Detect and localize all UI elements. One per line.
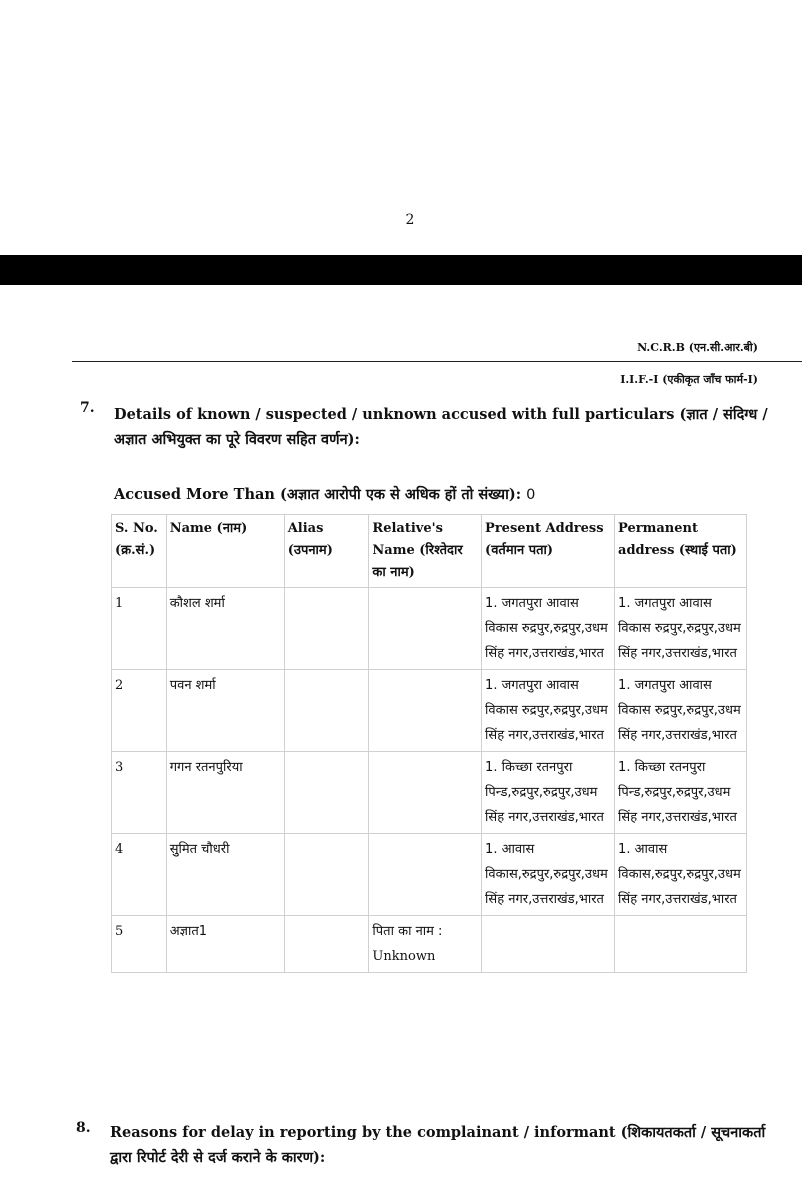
header-form-name: I.I.F.-I (एकीकृत जाँच फार्म-I)	[620, 373, 758, 386]
cell-sno: 2	[112, 670, 167, 752]
cell-alias	[284, 916, 369, 973]
cell-permanent-address: 1. जगतपुरा आवास विकास रुद्रपुर,रुद्रपुर,उधम सिंह नगर,उत्तराखंड,भारत	[615, 670, 747, 752]
header-relative: Relative's Name (रिश्तेदार का नाम)	[369, 515, 482, 588]
cell-sno: 5	[112, 916, 167, 973]
cell-sno: 1	[112, 588, 167, 670]
section-8-title: Reasons for delay in reporting by the complainant / informant (शिकायतकर्ता / सूचनाकर्ता द्वारा रिपोर्ट देरी से दर्ज कराने के कारण):	[110, 1124, 766, 1166]
accused-more-than	[114, 484, 535, 504]
header-name: Name (नाम)	[166, 515, 284, 588]
accused-more-value: 0	[526, 487, 536, 503]
relative-label: पिता का नाम :	[372, 924, 443, 939]
cell-relative	[369, 670, 482, 752]
header-present-address: Present Address (वर्तमान पता)	[482, 515, 615, 588]
cell-alias	[284, 588, 369, 670]
cell-permanent-address: 1. जगतपुरा आवास विकास रुद्रपुर,रुद्रपुर,उधम सिंह नगर,उत्तराखंड,भारत	[615, 588, 747, 670]
cell-name: अज्ञात1	[166, 916, 284, 973]
cell-relative	[369, 588, 482, 670]
accused-more-label: Accused More Than (अज्ञात आरोपी एक से अधिक हों तो संख्या):	[114, 486, 522, 503]
header-alias: Alias (उपनाम)	[284, 515, 369, 588]
header-rule	[72, 361, 802, 362]
cell-name: कौशल शर्मा	[166, 588, 284, 670]
header-permanent-address: Permanent address (स्थाई पता)	[615, 515, 747, 588]
cell-sno: 3	[112, 752, 167, 834]
cell-relative	[369, 752, 482, 834]
cell-alias	[284, 752, 369, 834]
table-row	[112, 588, 747, 670]
table-row	[112, 916, 747, 973]
table-row	[112, 670, 747, 752]
cell-alias	[284, 834, 369, 916]
cell-name: सुुमित चौधरी	[166, 834, 284, 916]
cell-permanent-address: 1. आवास विकास,रुद्रपुर,रुद्रपुर,उधम सिंह नगर,उत्तराखंड,भारत	[615, 834, 747, 916]
cell-present-address: 1. जगतपुरा आवास विकास रुद्रपुर,रुद्रपुर,उधम सिंह नगर,उत्तराखंड,भारत	[482, 588, 615, 670]
cell-name: गगन रतनपुरिया	[166, 752, 284, 834]
section-7-title: Details of known / suspected / unknown accused with full particulars (ज्ञात / संदिग्ध / अज्ञात अभियुक्त का पूरे विवरण सहित वर्णन):	[114, 406, 768, 448]
cell-relative	[369, 834, 482, 916]
section-7-number: 7.	[80, 400, 95, 416]
page-number: 2	[405, 212, 415, 228]
cell-sno: 4	[112, 834, 167, 916]
header-sno: S. No. (क्र.सं.)	[112, 515, 167, 588]
accused-table	[111, 514, 747, 973]
table-header-row	[112, 515, 747, 588]
cell-present-address: 1. जगतपुरा आवास विकास रुद्रपुर,रुद्रपुर,उधम सिंह नगर,उत्तराखंड,भारत	[482, 670, 615, 752]
relative-value: Unknown	[372, 949, 436, 964]
cell-name: पवन शर्मा	[166, 670, 284, 752]
cell-present-address: 1. किच्छा रतनपुरा पिन्ड,रुद्रपुर,रुद्रपुर,उधम सिंह नगर,उत्तराखंड,भारत	[482, 752, 615, 834]
black-divider-band	[0, 255, 802, 285]
cell-present-address	[482, 916, 615, 973]
table-row	[112, 834, 747, 916]
cell-alias	[284, 670, 369, 752]
cell-permanent-address: 1. किच्छा रतनपुरा पिन्ड,रुद्रपुर,रुद्रपुर,उधम सिंह नगर,उत्तराखंड,भारत	[615, 752, 747, 834]
table-row	[112, 752, 747, 834]
cell-permanent-address	[615, 916, 747, 973]
cell-relative	[369, 916, 482, 973]
cell-present-address: 1. आवास विकास,रुद्रपुर,रुद्रपुर,उधम सिंह नगर,उत्तराखंड,भारत	[482, 834, 615, 916]
section-8-number: 8.	[76, 1120, 91, 1136]
header-ncrb: N.C.R.B (एन.सी.आर.बी)	[637, 341, 758, 354]
